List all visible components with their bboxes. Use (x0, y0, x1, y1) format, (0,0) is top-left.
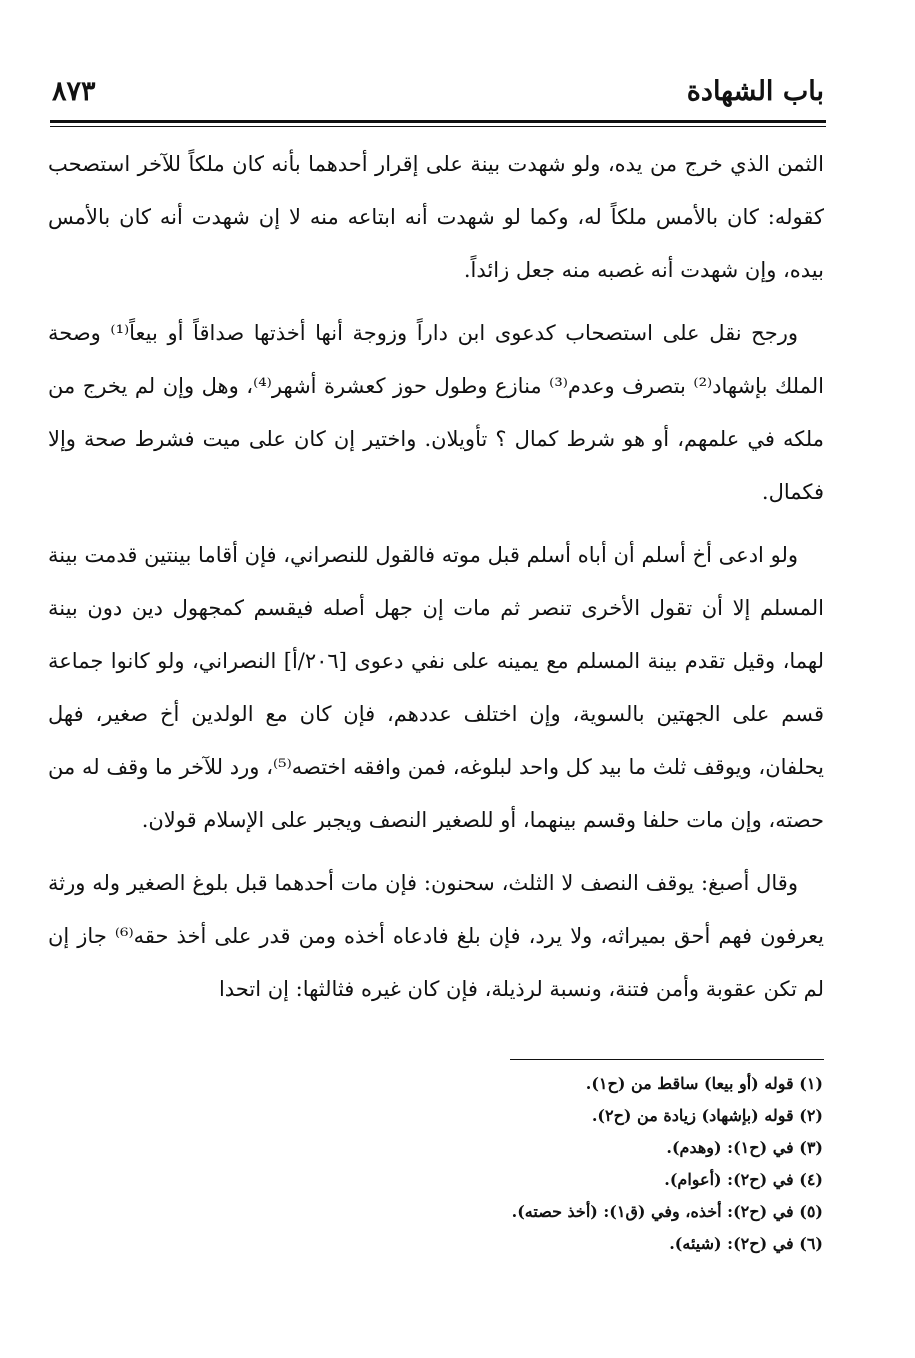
paragraph-4: وقال أصبغ: يوقف النصف لا الثلث، سحنون: فإن مات أحدهما قبل بلوغ الصغير وله ورثة يعرفون فهم أحق بميراثه، ولا يرد، فإن بلغ فادعاه أخذه ومن قدر على أخذ حقه⁽⁶⁾ جاز إن لم تكن عقوبة وأمن فتنة، ونسبة لرذيلة، فإن كان غيره فثالثها: إن اتحدا (48, 871, 824, 1001)
chapter-title: باب الشهادة (686, 76, 824, 107)
footnote-6: (٦) في (ح٢): (شيئه). (669, 1234, 823, 1253)
footnote-4: (٤) في (ح٢): (أعوام). (664, 1170, 823, 1189)
footnote-2: (٢) قوله (بإشهاد) زيادة من (ح٢). (591, 1106, 823, 1125)
footnote-1: (١) قوله (أو بيعا) ساقط من (ح١). (585, 1074, 823, 1093)
footnotes-list (263, 1068, 823, 1260)
page-number: ٨٧٣ (52, 76, 96, 107)
paragraph-1: الثمن الذي خرج من يده، ولو شهدت بينة على إقرار أحدهما بأنه كان ملكاً للآخر استصحب كقوله: كان بالأمس ملكاً له، وكما لو شهدت أنه ابتاعه منه لا إن شهدت أنه كان بالأمس بيده، وإن شهدت أنه غصبه منه جعل زائداً. (48, 152, 824, 282)
running-header (52, 72, 824, 122)
paragraph-2: ورجح نقل على استصحاب كدعوى ابن داراً وزوجة أنها أخذتها صداقاً أو بيعاً⁽¹⁾ وصحة الملك بإشهاد⁽²⁾ بتصرف وعدم⁽³⁾ منازع وطول حوز كعشرة أشهر⁽⁴⁾، وهل وإن لم يخرج من ملكه في علمهم، أو هو شرط كمال ؟ تأويلان. واختير إن كان على ميت فشرط صحة وإلا فكمال. (48, 321, 824, 504)
footnote-3: (٣) في (ح١): (وهدم). (666, 1138, 823, 1157)
paragraph-3: ولو ادعى أخ أسلم أن أباه أسلم قبل موته فالقول للنصراني، فإن أقاما بينتين قدمت بينة المسلم إلا أن تقول الأخرى تنصر ثم مات إن جهل أصله فيقسم كمجهول دين دون بينة لهما، وقيل تقدم بينة المسلم مع يمينه على نفي دعوى [٢٠٦/أ] النصراني، ولو كانوا جماعة قسم على الجهتين بالسوية، وإن اختلف عددهم، فإن كان مع الولدين أخ صغير، فهل يحلفان، ويوقف ثلث ما بيد كل واحد لبلوغه، فمن وافقه اختصه⁽⁵⁾، ورد للآخر ما وقف له من حصته، وإن مات حلفا وقسم بينهما، أو للصغير النصف ويجبر على الإسلام قولان. (48, 543, 825, 832)
footnote-5: (٥) في (ح٢): أخذه، وفي (ق١): (أخذ حصته). (511, 1202, 823, 1221)
header-rule-thin (50, 126, 826, 127)
main-text (48, 138, 824, 1026)
footnote-separator (510, 1059, 824, 1060)
header-rule-thick (50, 120, 826, 123)
